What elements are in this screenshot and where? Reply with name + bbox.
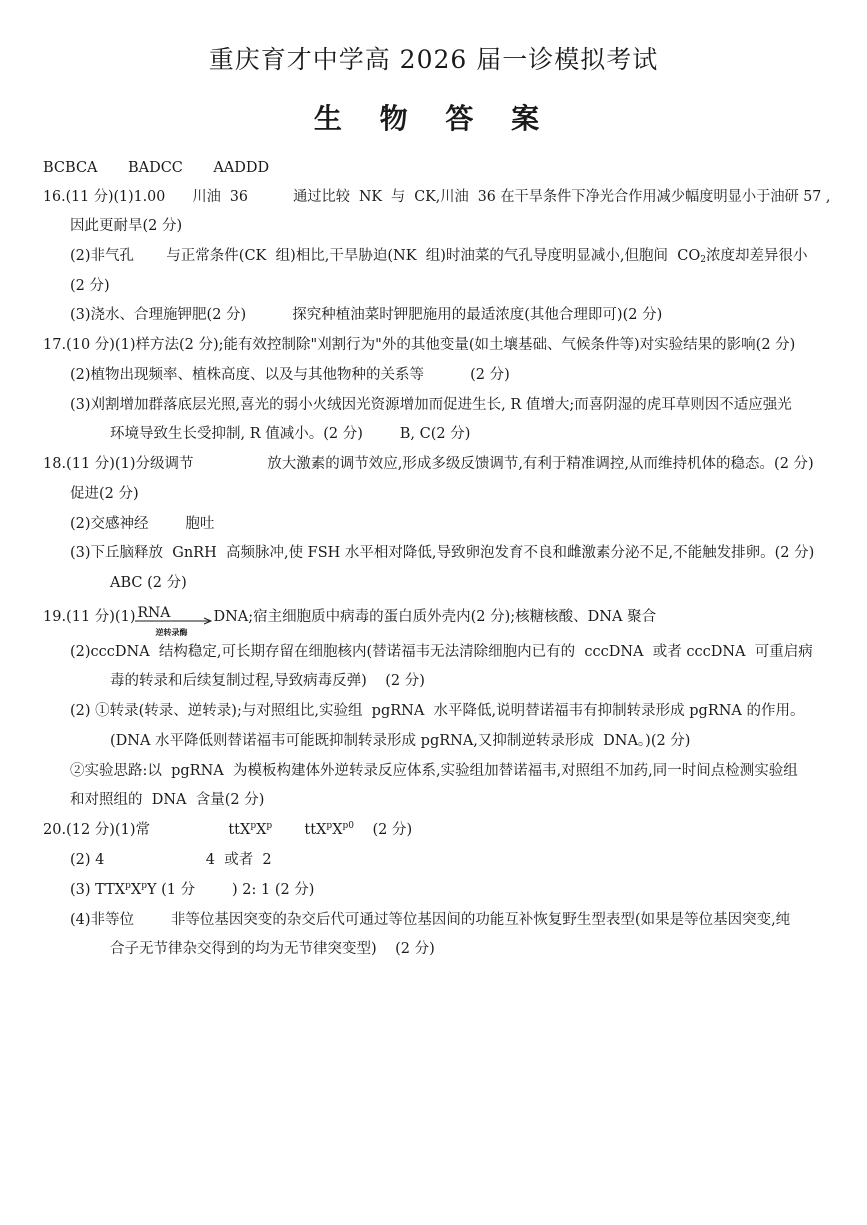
q20-line-1	[43, 820, 412, 840]
q20-line-5: 合子无节律杂交得到的均为无节律突变型) (2 分)	[110, 941, 435, 957]
q19-prefix: 19.(11 分)(1)	[43, 609, 136, 625]
q16-line-3-text: (2)非气孔 与正常条件(CK 组)相比,干旱胁迫(NK 组)时油菜的气孔导度明显减小,但胞间 CO	[70, 248, 701, 264]
q18-line-3: (2)交感神经 胞吐	[70, 516, 215, 532]
q20-line-2: (2) 4 4 或者 2	[70, 852, 272, 868]
rxn-reactant: RNA	[137, 605, 171, 621]
q20-l1-c: ttX	[272, 822, 327, 838]
q18-line-2: 促进(2 分)	[70, 486, 139, 502]
q16-line-2: 因此更耐旱(2 分)	[70, 218, 183, 234]
q20-l3-a: (3) TTX	[70, 882, 126, 898]
q20-l1-sup3: p	[326, 821, 333, 831]
q17-line-3: (3)刈割增加群落底层光照,喜光的弱小火绒因光资源增加而促进生长, R 值增大;而喜阴湿的虎耳草则因不适应强光	[70, 397, 792, 413]
q19-line-1	[43, 605, 657, 637]
q19-line-4: (2) ①转录(转录、逆转录);与对照组比,实验组 pgRNA 水平降低,说明替诺福韦有抑制转录形成 pgRNA 的作用。	[70, 703, 805, 719]
q20-l3-b: X	[130, 882, 142, 898]
q20-l1-b: X	[256, 822, 267, 838]
q20-l1-e: (2 分)	[354, 822, 413, 838]
q19-line-7: 和对照组的 DNA 含量(2 分)	[70, 792, 265, 808]
q16-line-3	[70, 246, 807, 266]
q19-line-3: 毒的转录和后续复制过程,导致病毒反弹) (2 分)	[110, 673, 425, 689]
q20-line-3	[70, 880, 314, 900]
q18-line-5: ABC (2 分)	[110, 575, 187, 591]
reverse-transcription-arrow	[135, 605, 213, 637]
q19-line-5: (DNA 水平降低则替诺福韦可能既抑制转录形成 pgRNA,又抑制逆转录形成 DNA。)(2 分)	[110, 733, 691, 749]
rxn-enzyme: 逆转录酶	[155, 627, 188, 637]
q20-l1-sup2: p	[266, 821, 273, 831]
q16-line-3-end: 浓度却差异很小	[705, 248, 808, 264]
q20-l1-sup1: p	[250, 821, 257, 831]
q20-l1-a: 20.(12 分)(1)常 ttX	[43, 822, 251, 838]
q20-l3-sup1: p	[125, 881, 131, 891]
q17-line-4: 环境导致生长受抑制, R 值减小。(2 分) B, C(2 分)	[110, 426, 471, 442]
choice-answers: BCBCA BADCC AADDD	[43, 160, 270, 176]
q16-line-4: (2 分)	[70, 278, 110, 294]
q17-line-2: (2)植物出现频率、植株高度、以及与其他物种的关系等 (2 分)	[70, 367, 510, 383]
q19-suffix: DNA;宿主细胞质中病毒的蛋白质外壳内(2 分);核糖核酸、DNA 聚合	[213, 609, 657, 625]
q19-line-6: ②实验思路:以 pgRNA 为模板构建体外逆转录反应体系,实验组加替诺福韦,对照组不加药,同一时间点检测实验组	[70, 763, 798, 779]
q16-line-5: (3)浇水、合理施钾肥(2 分) 探究种植油菜时钾肥施用的最适浓度(其他合理即可)(2 分)	[70, 307, 663, 323]
q20-l1-sup4: p0	[342, 821, 355, 831]
q18-line-1: 18.(11 分)(1)分级调节 放大激素的调节效应,形成多级反馈调节,有利于精准调控,从而维持机体的稳态。(2 分)	[43, 456, 814, 472]
q16-line-1: 16.(11 分)(1)1.00 川油 36 通过比较 NK 与 CK,川油 36 在干旱条件下净光合作用减少幅度明显小于油研 57 ,	[43, 189, 831, 205]
q17-line-1: 17.(10 分)(1)样方法(2 分);能有效控制除"刈割行为"外的其他变量(如土壤基础、气候条件等)对实验结果的影响(2 分)	[43, 337, 796, 353]
co2-subscript: 2	[700, 255, 706, 265]
exam-title: 重庆育才中学高 2026 届一诊模拟考试	[208, 45, 659, 74]
answer-subtitle: 生 物 答 案	[313, 102, 554, 135]
q18-line-4: (3)下丘脑释放 GnRH 高频脉冲,使 FSH 水平相对降低,导致卵泡发育不良和雌激素分泌不足,不能触发排卵。(2 分)	[70, 545, 815, 561]
q20-l3-c: Y (1 分 ) 2: 1 (2 分)	[146, 882, 315, 898]
q20-l1-d: X	[332, 822, 343, 838]
q20-line-4: (4)非等位 非等位基因突变的杂交后代可通过等位基因间的功能互补恢复野生型表型(如果是等位基因突变,纯	[70, 912, 791, 928]
q20-l3-sup2: p	[141, 881, 147, 891]
q19-line-2: (2)cccDNA 结构稳定,可长期存留在细胞核内(替诺福韦无法清除细胞内已有的 cccDNA 或者 cccDNA 可重启病	[70, 644, 813, 660]
